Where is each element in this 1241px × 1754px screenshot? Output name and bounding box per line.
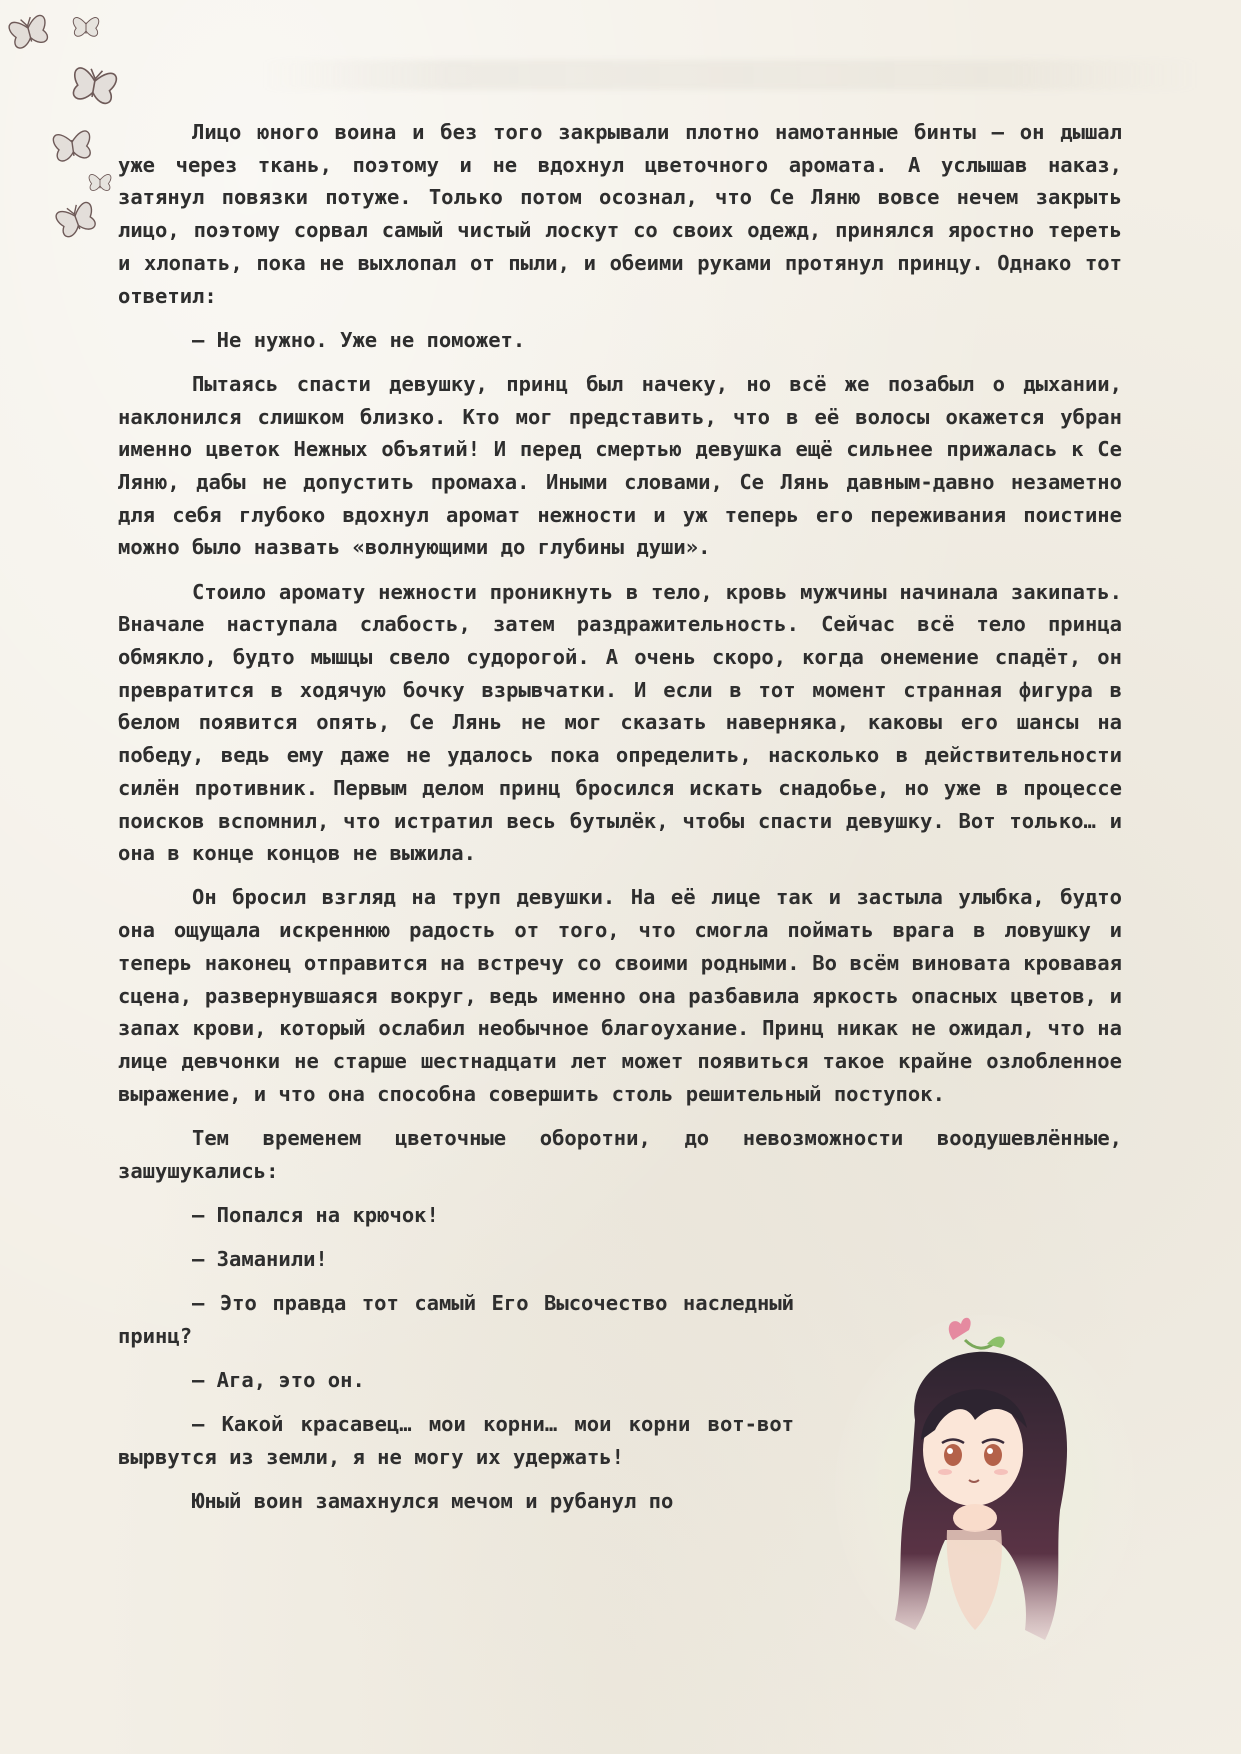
paragraph: Лицо юного воина и без того закрывали плотно намотанные бинты — он дышал уже через ткань, поэтому и не вдохнул цветочного аромата. А услышав наказ, затянул повязки потуже. Только потом осознал, что Се Ляню вовсе нечем закрыть лицо, поэтому сорвал самый чистый лоскут со своих одежд, принялся яростно тереть и хлопать, пока не выхлопал от пыли, и обеими руками протянул принцу. Однако тот ответил: [118,120,1122,308]
butterfly-icon [8,14,50,50]
dialogue-line: — Ага, это он. [192,1368,365,1393]
chibi-girl-illustration [835,1300,1135,1660]
paragraph: Стоило аромату нежности проникнуть в тело, кровь мужчины начинала закипать. Вначале наступала слабость, затем раздражительность. Сейчас всё тело принца обмякло, будто мышцы свело судорогой. А очень скоро, когда онемение спадёт, он превратится в ходячую бочку взрывчатки. И если в тот момент странная фигура в белом появится опять, Се Лянь не мог сказать наверняка, каковы его шансы на победу, ведь ему даже не удалось пока определить, насколько в действительности силён противник. Первым делом принц бросился искать снадобье, но уже в процессе поисков вспомнил, что истратил весь бутылёк, чтобы спасти девушку. Вот только… и она в конце концов не выжила. [118,579,1122,866]
butterfly-icon [54,200,98,238]
butterfly-icon [53,130,93,162]
dialogue-line: — Какой красавец… мои корни… мои корни вот-вот вырвутся из земли, я не могу их удержать! [118,1412,794,1470]
paragraph: Тем временем цветочные оборотни, до невозможности воодушевлённые, зашушукались: [118,1125,1122,1183]
butterfly-icon [89,174,111,190]
butterfly-icon [71,66,118,104]
dialogue-line: — Заманили! [192,1247,328,1271]
paragraph: Юный воин замахнулся мечом и рубанул по [192,1489,674,1514]
dialogue-line: — Это правда тот самый Его Высочество наследный принц? [118,1291,794,1348]
faint-header-watermark [260,60,1200,90]
butterfly-icon [73,18,99,37]
paragraph: Пытаясь спасти девушку, принц был начеку, но всё же позабыл о дыхании, наклонился слишком близко. Кто мог представить, что в её волосы окажется убран именно цветок Нежных объятий! И перед смертью девушка ещё сильнее прижалась к Се Ляню, дабы не допустить промаха. Иными словами, Се Лянь давным-давно незаметно для себя глубоко вдохнул аромат нежности и уж теперь его переживания поистине можно было назвать «волнующими до глубины души». [118,371,1122,560]
dialogue-line: — Попался на крючок! [192,1202,439,1227]
paragraph: Он бросил взгляд на труп девушки. На её лице так и застыла улыбка, будто она ощущала искреннюю радость от того, что смогла поймать врага в ловушку и теперь наконец отправится на встречу со своими родными. Во всём виновата кровавая сцена, развернувшаяся вокруг, ведь именно она разбавила яркость опасных цветов, и запах крови, который ослабил необычное благоухание. Принц никак не ожидал, что на лице девчонки не старше шестнадцати лет может появиться такое крайне озлобленное выражение, и что она способна совершить столь решительный поступок. [118,885,1122,1106]
dialogue-line: — Не нужно. Уже не поможет. [192,327,526,352]
